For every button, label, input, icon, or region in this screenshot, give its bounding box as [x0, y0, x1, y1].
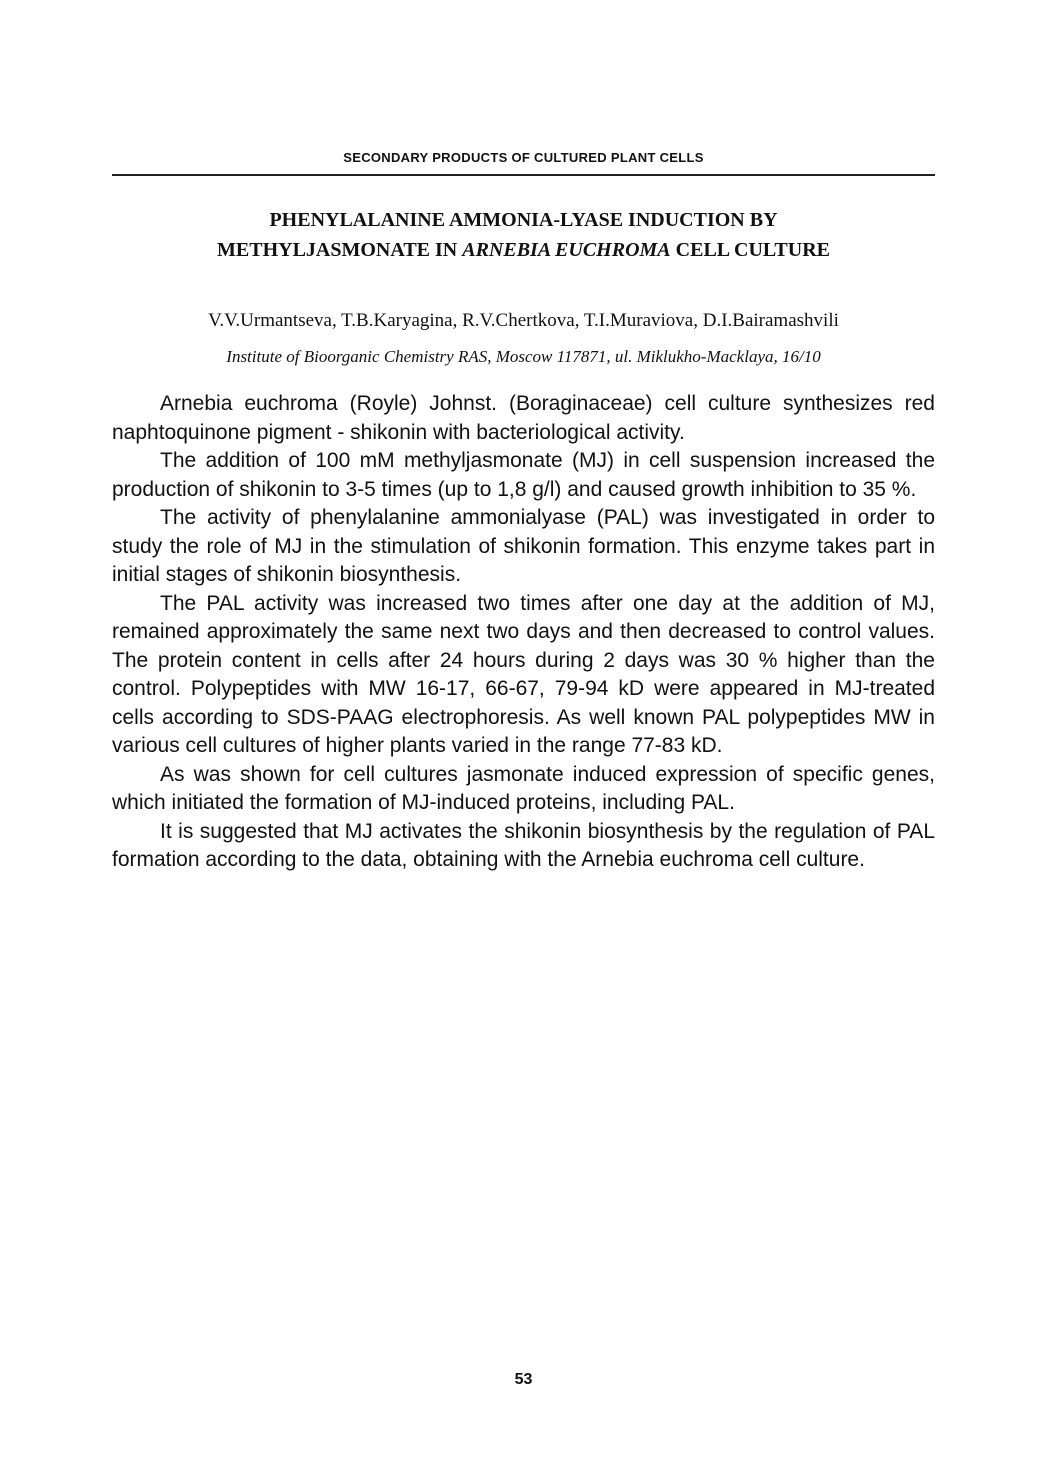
abstract-body	[112, 390, 935, 875]
paragraph-3: The activity of phenylalanine ammonialyase (PAL) was investigated in order to study the role of MJ in the stimulation of shikonin formation. This enzyme takes part in initial stages of shikonin biosynthesis.	[112, 506, 935, 586]
paper-title	[112, 205, 935, 265]
header-rule	[112, 174, 935, 176]
affiliation: Institute of Bioorganic Chemistry RAS, Moscow 117871, ul. Miklukho-Macklaya, 16/10	[226, 347, 821, 366]
title-line-1: PHENYLALANINE AMMONIA-LYASE INDUCTION BY	[269, 209, 778, 231]
paragraph-4: The PAL activity was increased two times after one day at the addition of MJ, remained approximately the same next two days and then decreased to control values. The protein content in cells after 24 hours during 2 days was 30 % higher than the control. Polypeptides with MW 16-17, 66-67, 79-94 kD were appeared in MJ-treated cells according to SDS-PAAG electrophoresis. As well known PAL polypeptides MW in various cell cultures of higher plants varied in the range 77-83 kD.	[112, 591, 935, 757]
paragraph-6: It is suggested that MJ activates the shikonin biosynthesis by the regulation of PAL formation according to the data, obtaining with the Arnebia euchroma cell culture.	[112, 819, 935, 871]
title-species-name: ARNEBIA EUCHROMA	[462, 239, 671, 261]
paragraph-1: Arnebia euchroma (Royle) Johnst. (Boraginaceae) cell culture synthesizes red naphtoquinone pigment - shikonin with bacteriological activity.	[112, 392, 935, 444]
page-number: 53	[514, 1371, 533, 1388]
running-head: SECONDARY PRODUCTS OF CULTURED PLANT CELLS	[343, 150, 704, 165]
paragraph-5: As was shown for cell cultures jasmonate induced expression of specific genes, which initiated the formation of MJ-induced proteins, including PAL.	[112, 762, 935, 814]
title-line-2	[112, 235, 935, 265]
title-line-2-suffix: CELL CULTURE	[670, 239, 830, 261]
author-list: V.V.Urmantseva, T.B.Karyagina, R.V.Chertkova, T.I.Muraviova, D.I.Bairamashvili	[208, 310, 839, 331]
title-line-2-prefix: METHYLJASMONATE IN	[217, 239, 463, 261]
paragraph-2: The addition of 100 mM methyljasmonate (MJ) in cell suspension increased the production of shikonin to 3-5 times (up to 1,8 g/l) and caused growth inhibition to 35 %.	[112, 449, 935, 501]
